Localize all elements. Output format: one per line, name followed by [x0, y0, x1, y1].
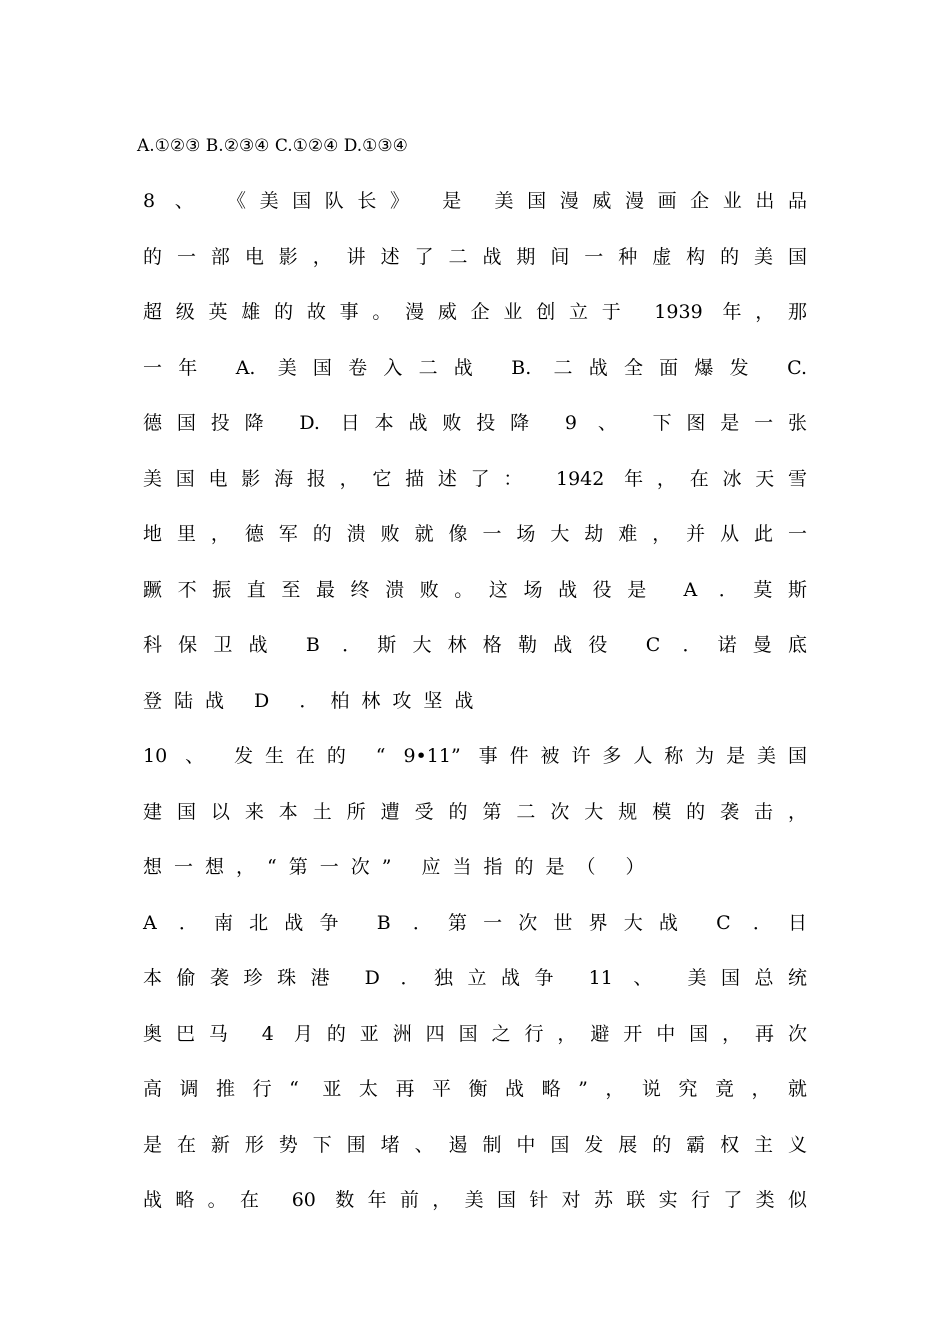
question-8-line-3: 超级英雄的故事。漫威企业创立于 1939 年，那 [143, 301, 807, 323]
question-11-line-2: 奥巴马 4 月的亚洲四国之行，避开中国，再次 [143, 1023, 807, 1045]
question-10-line-1: 10 、 发生在的 “ 9•11” 事件被许多人称为是美国 [143, 745, 807, 767]
question-9-line-2: 美国电影海报，它描述了： 1942 年，在冰天雪 [143, 468, 807, 490]
question-8-9-line: 德国投降 D. 日本战败投降 9 、 下图是一张 [143, 412, 807, 434]
question-8-line-4: 一年 A. 美国卷入二战 B. 二战全面爆发 C. [143, 357, 807, 379]
question-9-line-3: 地里，德军的溃败就像一场大劫难，并从此一 [143, 523, 807, 545]
question-10-line-2: 建国以来本土所遭受的第二次大规模的袭击， [143, 801, 807, 823]
answer-options-line: A.①②③ B.②③④ C.①②④ D.①③④ [137, 136, 408, 156]
question-11-line-4: 是在新形势下围堵、遏制中国发展的霸权主义 [143, 1134, 807, 1156]
question-9-line-5: 科保卫战 B ．斯大林格勒战役 C ．诺曼底 [143, 634, 807, 656]
question-10-11-line: 本偷袭珍珠港 D ．独立战争 11 、 美国总统 [143, 967, 807, 989]
question-8-line-2: 的一部电影，讲述了二战期间一种虚构的美国 [143, 246, 807, 268]
question-8-line-1: 8 、 《美国队长》 是 美国漫威漫画企业出品 [143, 190, 807, 212]
question-11-line-3: 高调推行“ 亚太再平衡战略”，说究竟，就 [143, 1078, 807, 1100]
question-9-line-4: 蹶不振直至最终溃败。这场战役是 A ．莫斯 [143, 579, 807, 601]
question-9-line-6: 登陆战 D ．柏林攻坚战 [143, 690, 486, 712]
question-11-line-5: 战略。在 60 数年前，美国针对苏联实行了类似 [143, 1189, 807, 1211]
question-10-options-line: A ．南北战争 B ．第一次世界大战 C ．日 [143, 912, 807, 934]
question-10-line-3: 想一想，“第一次” 应当指的是（ ） [143, 856, 657, 878]
